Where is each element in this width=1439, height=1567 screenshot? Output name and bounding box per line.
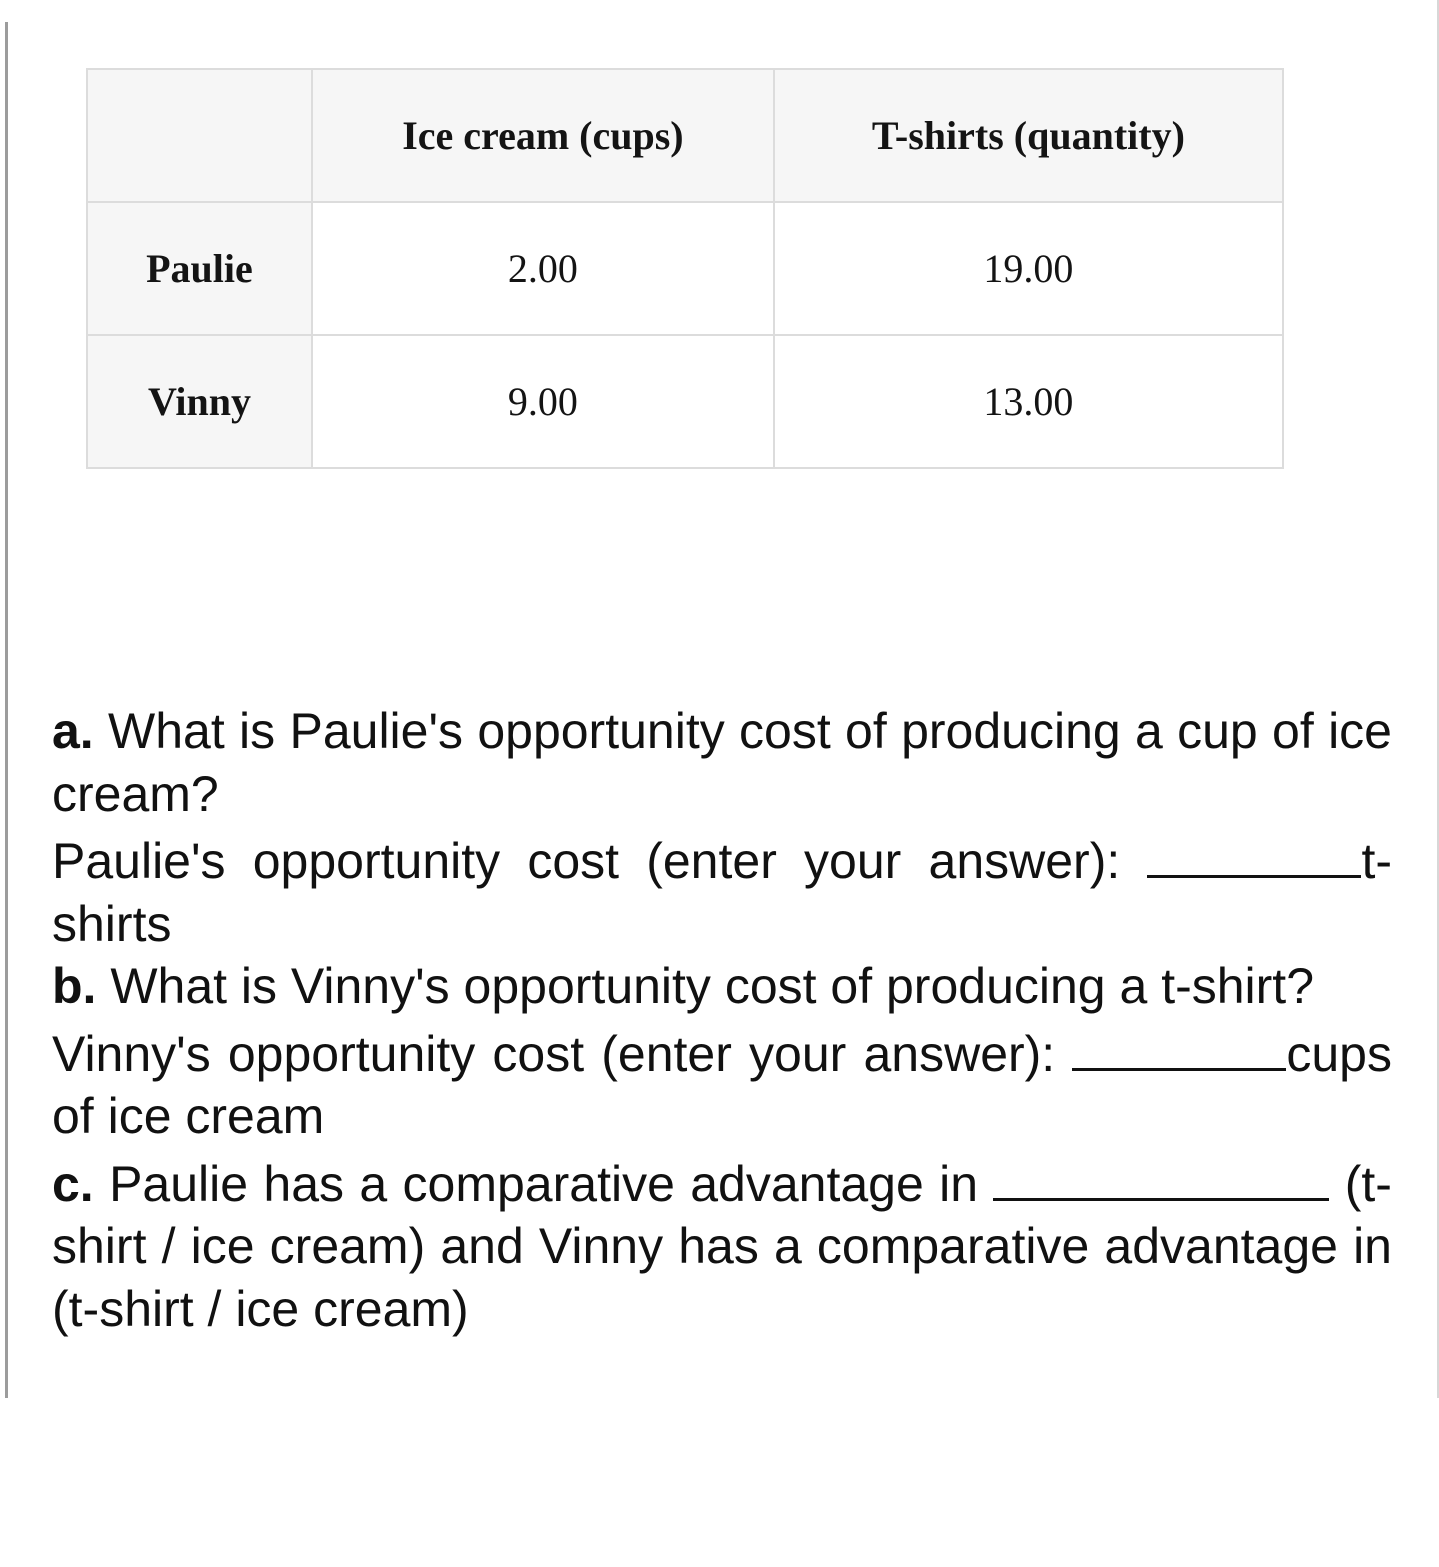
question-c-marker: c. xyxy=(52,1155,94,1212)
answer-b-blank[interactable] xyxy=(1072,1018,1286,1071)
row-header-paulie: Paulie xyxy=(87,202,312,335)
question-c xyxy=(52,1148,1392,1341)
table-row xyxy=(87,202,1283,335)
question-b-marker: b. xyxy=(52,958,97,1014)
row-header-vinny: Vinny xyxy=(87,335,312,468)
question-a-text: What is Paulie's opportunity cost of producing a cup of ice cream? xyxy=(52,703,1392,822)
production-table xyxy=(86,68,1284,469)
cell-paulie-tshirts: 19.00 xyxy=(774,202,1283,335)
table-header-row xyxy=(87,69,1283,202)
question-c-blank[interactable] xyxy=(993,1148,1329,1201)
question-a-marker: a. xyxy=(52,703,94,759)
question-b-text: What is Vinny's opportunity cost of producing a t-shirt? xyxy=(110,958,1315,1014)
questions-section xyxy=(52,700,1392,1340)
answer-a-prompt: Paulie's opportunity cost (enter your answer): xyxy=(52,833,1121,889)
question-c-text-after: (t-shirt / ice cream) and Vinny has a comparative advantage in (t-shirt / ice cream) xyxy=(52,1155,1392,1337)
question-c-text-before: Paulie has a comparative advantage in xyxy=(109,1155,979,1212)
table-corner-cell xyxy=(87,69,312,202)
column-header-tshirts: T-shirts (quantity) xyxy=(774,69,1283,202)
answer-a-blank[interactable] xyxy=(1147,825,1361,878)
answer-b xyxy=(52,1018,1392,1148)
table-row xyxy=(87,335,1283,468)
left-border-rule xyxy=(5,22,8,1398)
column-header-ice-cream: Ice cream (cups) xyxy=(312,69,774,202)
cell-vinny-ice-cream: 9.00 xyxy=(312,335,774,468)
answer-a-unit: t-shirts xyxy=(52,833,1392,952)
answer-b-prompt: Vinny's opportunity cost (enter your answer): xyxy=(52,1025,1056,1082)
cell-paulie-ice-cream: 2.00 xyxy=(312,202,774,335)
question-b xyxy=(52,955,1392,1018)
answer-b-unit: cups of ice cream xyxy=(52,1025,1392,1144)
answer-a xyxy=(52,825,1392,955)
question-a xyxy=(52,700,1392,825)
cell-vinny-tshirts: 13.00 xyxy=(774,335,1283,468)
